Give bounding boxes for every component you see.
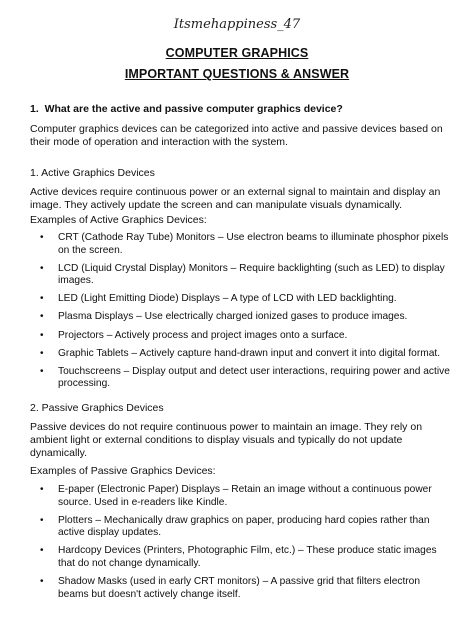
- bullet-icon: •: [40, 311, 44, 323]
- list-item-text: CRT (Cathode Ray Tube) Monitors – Use electron beams to illuminate phosphor pixels on the screen.: [58, 232, 449, 256]
- question-number: 1.: [30, 103, 39, 115]
- active-description: Active devices require continuous power or an external signal to maintain and display an image. They actively update the screen and can manipulate visuals dynamically.: [30, 186, 441, 211]
- list-item-text: Projectors – Actively process and project images onto a surface.: [58, 329, 348, 341]
- list-item: [30, 263, 450, 288]
- list-item: [30, 311, 450, 324]
- list-item-text: Graphic Tablets – Actively capture hand-drawn input and convert it into digital format.: [58, 347, 441, 359]
- list-item: [30, 330, 450, 343]
- list-item-text: Hardcopy Devices (Printers, Photographic Film, etc.) – These produce static images that do not change dynamically.: [58, 545, 437, 569]
- question-heading: [30, 103, 450, 116]
- bullet-icon: •: [40, 262, 44, 274]
- list-item: [30, 293, 450, 306]
- list-item-text: Plotters – Mechanically draw graphics on paper, producing hard copies rather than active display updates.: [58, 514, 430, 539]
- intro-paragraph: Computer graphics devices can be categorized into active and passive devices based on their mode of operation and interaction with the system.: [30, 123, 443, 148]
- document-title: COMPUTER GRAPHICS: [165, 46, 309, 60]
- passive-devices-list: [30, 484, 450, 607]
- bullet-icon: •: [40, 514, 44, 526]
- passive-section-heading: 2. Passive Graphics Devices: [30, 402, 164, 414]
- bullet-icon: •: [40, 347, 44, 359]
- question-text: What are the active and passive computer graphics device?: [44, 103, 343, 115]
- list-item-text: Shadow Masks (used in early CRT monitors) – A passive grid that filters electron beams but doesn't actively change itself.: [58, 576, 421, 600]
- active-devices-list: [30, 232, 450, 396]
- active-examples-label: Examples of Active Graphics Devices:: [30, 214, 207, 226]
- list-item: [30, 545, 450, 570]
- bullet-icon: •: [40, 232, 44, 243]
- document-subtitle: IMPORTANT QUESTIONS & ANSWER: [124, 67, 350, 81]
- bullet-icon: •: [40, 365, 44, 377]
- author-handle: Itsmehappiness_47: [173, 17, 301, 32]
- bullet-icon: •: [40, 484, 44, 495]
- list-item-text: LCD (Liquid Crystal Display) Monitors – Require backlighting (such as LED) to display images.: [58, 262, 445, 287]
- bullet-icon: •: [40, 576, 44, 588]
- list-item: [30, 366, 450, 391]
- list-item-text: LED (Light Emitting Diode) Displays – A type of LCD with LED backlighting.: [58, 293, 397, 305]
- list-item-text: Touchscreens – Display output and detect user interactions, requiring power and active processing.: [58, 365, 450, 390]
- list-item: [30, 484, 450, 509]
- list-item: [30, 232, 450, 257]
- bullet-icon: •: [40, 329, 44, 341]
- list-item: [30, 348, 450, 361]
- list-item: [30, 515, 450, 540]
- active-section-heading: 1. Active Graphics Devices: [30, 167, 155, 179]
- bullet-icon: •: [40, 293, 44, 305]
- list-item-text: E-paper (Electronic Paper) Displays – Retain an image without a continuous power source. Used in e-readers like Kindle.: [58, 484, 432, 508]
- list-item: [30, 576, 450, 601]
- bullet-icon: •: [40, 545, 44, 557]
- passive-description: Passive devices do not require continuous power to maintain an image. They rely on ambient light or external conditions to display visuals and typically do not update dynamically.: [30, 421, 423, 459]
- passive-examples-label: Examples of Passive Graphics Devices:: [30, 465, 216, 477]
- list-item-text: Plasma Displays – Use electrically charged ionized gases to produce images.: [58, 311, 408, 323]
